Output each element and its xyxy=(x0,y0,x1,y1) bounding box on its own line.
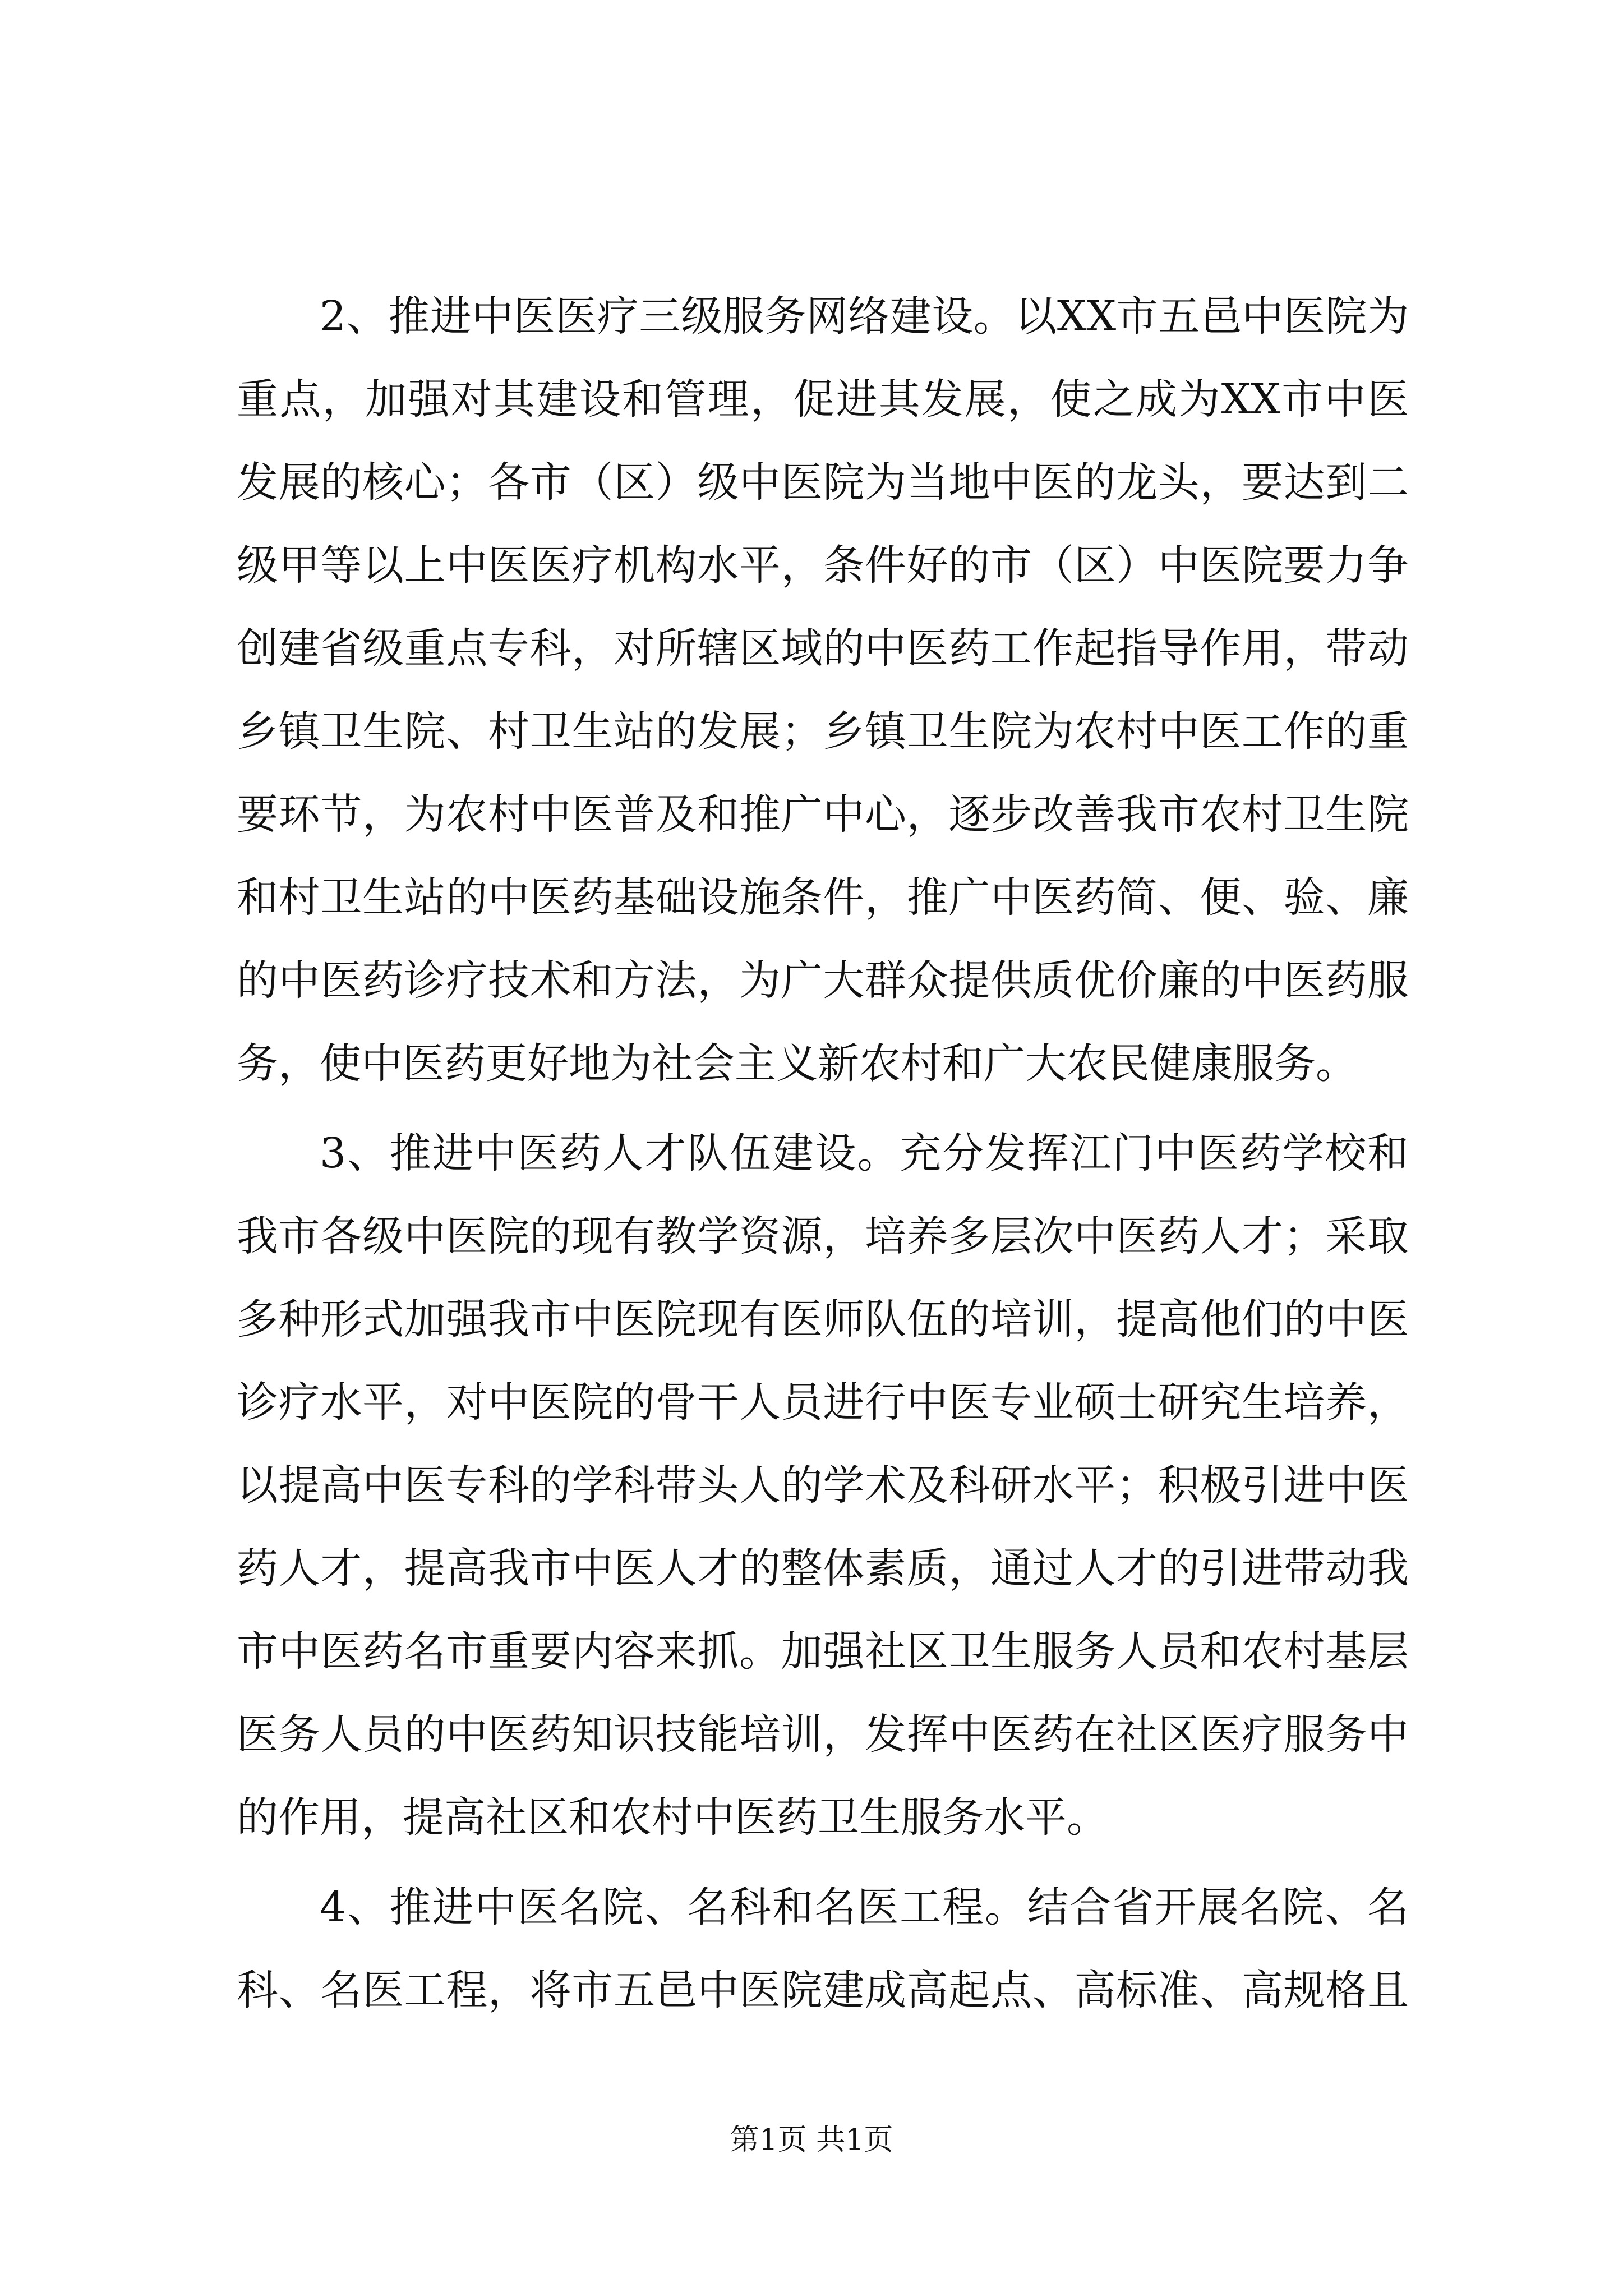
text-line: 4、推进中医名院、名科和名医工程。结合省开展名院、名 xyxy=(320,1883,1409,1931)
text-line: 诊疗水平，对中医院的骨干人员进行中医专业硕士研究生培养， xyxy=(237,1378,1409,1427)
paragraph-3 xyxy=(237,1112,1409,1859)
text-line: 和村卫生站的中医药基础设施条件，推广中医药简、便、验、廉 xyxy=(237,873,1409,922)
text-line: 市中医药名市重要内容来抓。加强社区卫生服务人员和农村基层 xyxy=(237,1627,1409,1676)
document-body xyxy=(237,275,1409,2032)
paragraph-gap xyxy=(237,1859,1409,1866)
text-line: 多种形式加强我市中医院现有医师队伍的培训，提高他们的中医 xyxy=(237,1295,1409,1343)
page-footer: 第1页 共1页 xyxy=(730,2123,893,2157)
text-line: 级甲等以上中医医疗机构水平，条件好的市（区）中医院要力争 xyxy=(237,541,1409,590)
text-line: 3、推进中医药人才队伍建设。充分发挥江门中医药学校和 xyxy=(320,1129,1409,1177)
paragraph-gap xyxy=(237,1105,1409,1112)
text-line: 药人才，提高我市中医人才的整体素质，通过人才的引进带动我 xyxy=(237,1544,1409,1593)
text-line: 的作用，提高社区和农村中医药卫生服务水平。 xyxy=(237,1793,1108,1842)
text-line: 重点，加强对其建设和管理，促进其发展，使之成为XX市中医 xyxy=(237,375,1409,424)
text-line: 医务人员的中医药知识技能培训，发挥中医药在社区医疗服务中 xyxy=(237,1710,1409,1759)
text-line: 以提高中医专科的学科带头人的学术及科研水平；积极引进中医 xyxy=(237,1461,1409,1510)
text-line: 乡镇卫生院、村卫生站的发展；乡镇卫生院为农村中医工作的重 xyxy=(237,707,1409,756)
text-line: 科、名医工程，将市五邑中医院建成高起点、高标准、高规格且 xyxy=(237,1966,1409,2014)
text-line: 我市各级中医院的现有教学资源，培养多层次中医药人才；采取 xyxy=(237,1212,1409,1260)
paragraph-4 xyxy=(237,1866,1409,2032)
paragraph-2 xyxy=(237,275,1409,1105)
text-line: 务，使中医药更好地为社会主义新农村和广大农民健康服务。 xyxy=(237,1039,1357,1088)
text-line: 2、推进中医医疗三级服务网络建设。以XX市五邑中医院为 xyxy=(320,292,1409,341)
text-line: 发展的核心；各市（区）级中医院为当地中医的龙头，要达到二 xyxy=(237,458,1409,507)
text-line: 创建省级重点专科，对所辖区域的中医药工作起指导作用，带动 xyxy=(237,624,1409,673)
text-line: 的中医药诊疗技术和方法，为广大群众提供质优价廉的中医药服 xyxy=(237,956,1409,1005)
text-line: 要环节，为农村中医普及和推广中心，逐步改善我市农村卫生院 xyxy=(237,790,1409,839)
